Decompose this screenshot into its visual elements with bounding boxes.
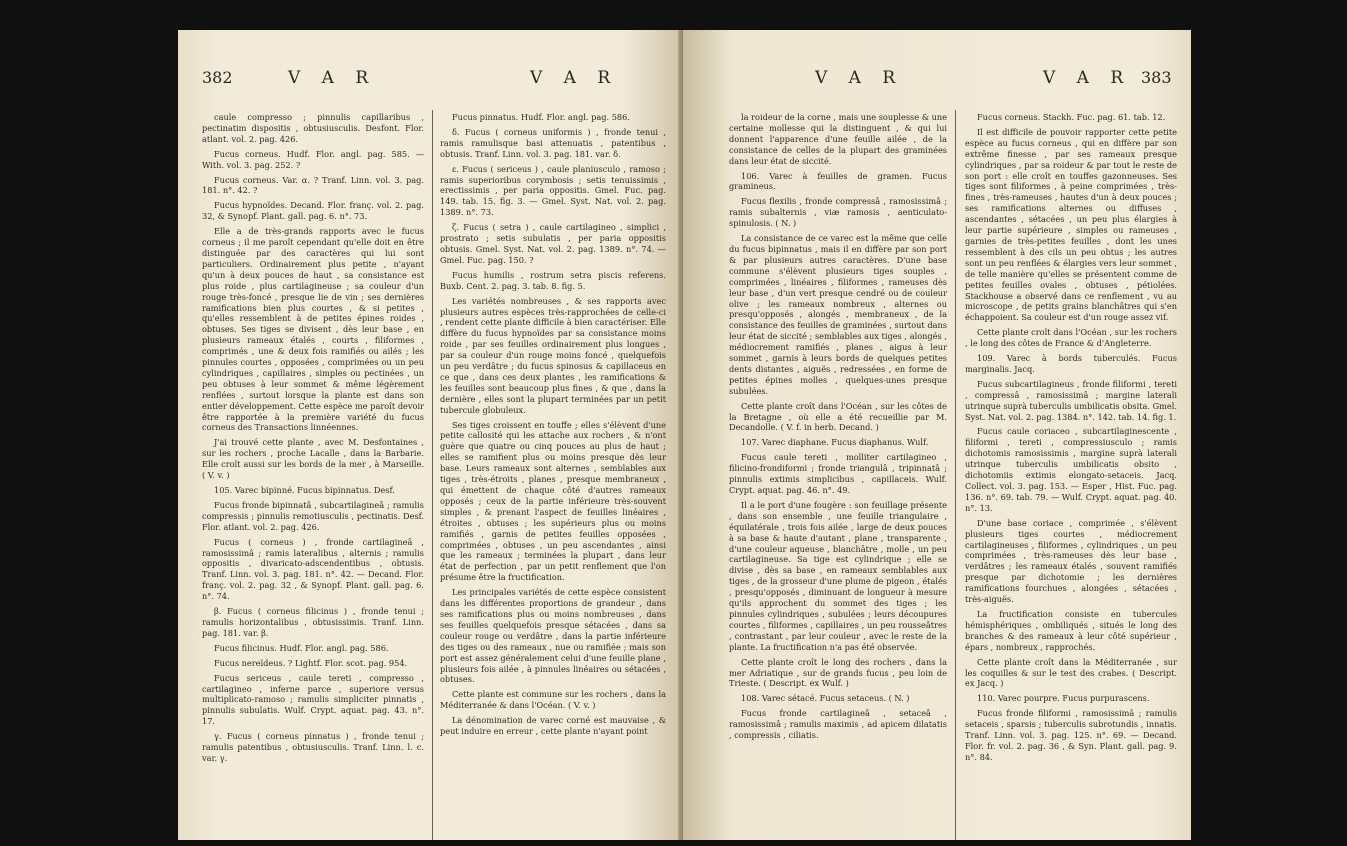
paragraph: Cette plante est commune sur les rochers , dans la Méditerranée & dans l'Océan. ( V. v. ) [440, 689, 666, 711]
paragraph: Fucus corneus. Hudf. Flor. angl. pag. 585. — With. vol. 3. pag. 252. ? [202, 148, 424, 170]
paragraph: La consistance de ce varec est la même que celle du fucus bipinnatus , mais il en diffère par son port & par plusieurs autres caractères. D'une base commune s'élèvent plusieurs tiges souples , comprimées , linéaires , filiformes , rameuses dès leur base , d'un vert presque cendré ou de couleur olive ; les rameaux nombreux , alternes ou presqu'opposés , alongés , membraneux , de la consistance des feuilles de graminées , surtout dans leur état de siccité ; semblables aux tiges , alongés , médiocrement ramifiés , planes , aigus à leur sommet , garnis à leurs bords de quelques petites dents distantes , aiguës , redressées , en forme de petites épines molles , quelques-unes presque subulées. [729, 233, 947, 396]
paragraph: Elle a de très-grands rapports avec le fucus corneus ; il me paroît cependant qu'elle doit en être distinguée par des caractères qui lui sont particuliers. Ordinairement plus petite , n'ayant qu'un à deux pouces de haut , sa consistance est plus roide , plus cartilagineuse ; sa couleur d'un rouge très-foncé , presque lie de vin ; ses dernières ramifications bien plus courtes , & si petites , qu'elles ressemblent à de petites épines roides , obtuses. Ses tiges se divisent , dès leur base , en plusieurs rameaux étalés , courts , filiformes , comprimés , une & deux fois ramifiés ou ailés ; les pinnules courtes , opposées , comprimées ou un peu cylindriques , capillaires , simples ou pectinées , un peu obtuses à leur sommet & même légèrement renflées , surtout lorsque la plante est dans son entier développement. Cette espèce me paroît devoir être rapportée à la première variété du fucus corneus des Transactions linnéennes. [202, 226, 424, 433]
paragraph: 106. Varec à feuilles de gramen. Fucus gramineus. [729, 170, 947, 192]
paragraph: Fucus ( corneus ) , fronde cartilagineâ , ramosissimâ ; ramis lateralibus , alternis ; ramulis oppositis , divaricato-adscendentibus , obtusis. Tranf. Linn. vol. 3. pag. 181. n°. 42. — Decand. Flor. franç. vol. 2. pag. 32 , & Synopf. Plant. gall. pag. 6. n°. 74. [202, 536, 424, 602]
right-page [683, 30, 1191, 840]
paragraph: Fucus pinnatus. Hudf. Flor. angl. pag. 586. [452, 112, 630, 122]
paragraph: δ. Fucus ( corneus uniformis ) , fronde tenui , ramis ramulisque basi attenuatis , patentibus , obtusis. Tranf. Linn. vol. 3. pag. 181. var. δ. [440, 126, 666, 159]
paragraph: 107. Varec diaphane. Fucus diaphanus. Wulf. [741, 437, 929, 448]
paragraph: Fucus humilis , rostrum setra piscis referens. Buxb. Cent. 2. pag. 3. tab. 8. fig. 5. [440, 269, 666, 291]
paragraph: Fucus subcartilagineus , fronde filiformi , tereti , compressâ , ramosissimâ ; margine laterali utrinque suprà tuberculis umbilicatis obsita. Gmel. Syst. Nat. vol. 2. pag. 1384. n°. 142. tab. 14. fig. 1. [965, 378, 1177, 422]
paragraph: Fucus filicinus. Hudf. Flor. angl. pag. 586. [214, 642, 389, 653]
paragraph: Fucus fronde bipinnatâ , subcartilagineâ ; ramulis compressis ; pinnulis remotiusculis , pectinatis. Desf. Flor. atlant. vol. 2. pag. 426. [202, 499, 424, 532]
paragraph: 109. Varec à bords tuberculés. Fucus marginalis. Jacq. [965, 353, 1177, 374]
paragraph: Cette plante croît dans la Méditerranée , sur les coquilles & sur le test des crabes. ( Descript. ex Jacq. ) [965, 656, 1177, 689]
paragraph: γ. Fucus ( corneus pinnatus ) , fronde tenui ; ramulis patentibus , obtusiusculis. Tranf. Linn. l. c. var. γ. [202, 731, 424, 763]
paragraph: Il est difficile de pouvoir rapporter cette petite espèce au fucus corneus , qui en diffère par son extrême finesse , par ses rameaux presque cylindriques , par sa roideur & par tout le reste de son port : elle croît en touffes gazonneuses. Ses tiges sont filiformes , à peine comprimées , très-fines , très-rameuses , hautes d'un à deux pouces ; ses ramifications alternes ou diffuses , ascendantes , sétacées , un peu plus élargies à leur partie supérieure , simples ou rameuses , garnies de très-petites feuilles , dont les unes ressemblent à des cils un peu obtus ; les autres sont un peu renflées & élargies vers leur sommet , de telle manière qu'elles se présentent comme de petites feuilles ovales , obtuses , pétiolées. Stackhouse a observé dans ce renflement , vu au microscope , de petits grains blanchâtres qui s'en échappoient. Sa couleur est d'un rouge assez vif. [965, 126, 1177, 323]
paragraph: Fucus corneus. Var. α. ? Tranf. Linn. vol. 3. pag. 181. n°. 42. ? [202, 174, 424, 196]
paragraph: β. Fucus ( corneus filicinus ) , fronde tenui ; ramulis horizontalibus , obtusissimis. Tranf. Linn. pag. 181. var. β. [202, 606, 424, 638]
paragraph: Fucus hypnoïdes. Decand. Flor. franç. vol. 2. pag. 32, & Synopf. Plant. gall. pag. 6. n°. 73. [202, 200, 424, 222]
paragraph: Cette plante croît le long des rochers , dans la mer Adriatique , sur de grands fucus , peu loin de Trieste. ( Descript. ex Wulf. ) [729, 656, 947, 689]
running-header-right-col1: V A R [815, 68, 904, 88]
paragraph: Fucus corneus. Stackh. Fuc. pag. 61. tab. 12. [977, 112, 1166, 122]
left-page-column-1 [202, 112, 424, 768]
left-page-column-2 [440, 112, 666, 741]
paragraph: Fucus caule tereti , molliter cartilagineo , filicino-frondiformi ; fronde triangulâ , tripinnatâ ; pinnulis extimis simplicibus , capillaceis. Wulf. Crypt. aquat. pag. 46. n°. 49. [729, 452, 947, 495]
paragraph: 110. Varec pourpre. Fucus purpurascens. [977, 693, 1150, 704]
running-header-right-col2: V A R [1043, 68, 1132, 88]
paragraph: Fucus flexilis , fronde compressâ , ramosissimâ ; ramis subalternis , viæ ramosis , aenticulato-spinulosis. ( N. ) [729, 196, 947, 229]
paragraph: Les principales variétés de cette espèce consistent dans les différentes proportions de grandeur , dans ses ramifications plus ou moins nombreuses , dans ses feuilles quelquefois presque sétacées , dans sa couleur rouge ou verdâtre , dans la partie inférieure des tiges ou des rameaux , nue ou ramifiée ; mais son port est assez généralement celui d'une feuille plane , plusieurs fois ailée , à pinnules linéaires ou sétacées , obtuses. [440, 587, 666, 685]
paragraph: ζ. Fucus ( setra ) , caule cartilagineo , simplici , prostrato ; setis subulatis , per paria oppositis obtusis. Gmel. Syst. Nat. vol. 2. pag. 1389. n°. 74. — Gmel. Fuc. pag. 150. ? [440, 222, 666, 265]
paragraph: J'ai trouvé cette plante , avec M. Desfontaines , sur les rochers , proche Lacalle , dans la Barbarie. Elle croît aussi sur les bords de la mer , à Marseille. ( V. v. ) [202, 437, 424, 481]
paragraph: Fucus fronde filiformi , ramosissimâ ; ramulis setaceis , sparsis ; tuberculis subrotundis , innatis. Tranf. Linn. vol. 3. pag. 125. n°. 69. — Decand. Flor. fr. vol. 2. pag. 36 , & Syn. Plant. gall. pag. 9. n°. 84. [965, 708, 1177, 762]
paragraph: Fucus nereïdeus. ? Lightf. Flor. scot. pag. 954. [214, 657, 408, 668]
paragraph: Il a le port d'une fougère : son feuillage présente , dans son ensemble , une feuille triangulaire , équilatérale , trois fois ailée , large de deux pouces à sa base & haute d'autant , plane , transparente , d'une couleur aqueuse , blanchâtre , molle , un peu cartilagineuse. Sa tige est cylindrique ; elle se divise , dès sa base , en rameaux semblables aux tiges , de la grosseur d'une plume de pigeon , étalés , presqu'opposés , diminuant de longueur à mesure qu'ils approchent du sommet des tiges ; les pinnules cylindriques , subulées ; leurs découpures courtes , filiformes , capillaires , un peu rousseâtres , contrastant , par leur couleur , avec le reste de la plante. La fructification n'a pas été observée. [729, 499, 947, 652]
column-divider-left [432, 110, 433, 840]
page-number-left: 382 [202, 68, 233, 87]
paragraph: 105. Varec bipinné. Fucus bipinnatus. Desf. [214, 485, 395, 495]
left-page [178, 30, 683, 840]
running-header-left-col1: V A R [288, 68, 377, 88]
paragraph: Ses tiges croissent en touffe ; elles s'élèvent d'une petite callosité qui les attache aux rochers , & n'ont guère que quatre ou cinq pouces au plus de haut ; elles se ramifient plus ou moins presque dès leur base. Leurs rameaux sont alternes , semblables aux tiges , très-étroits , planes , presque membraneux , qui émettent de chaque côté d'autres rameaux opposés ; ceux de la partie inférieure très-souvent simples , & prenant l'aspect de feuilles linéaires , étroites , obtuses ; les supérieurs plus ou moins ramifiés , garnis de petites feuilles opposées , comprimées , obtuses , un peu ascendantes , ainsi que les rameaux ; terminées la plupart , dans leur état de perfection , par un petit renflement que l'on présume être la fructification. [440, 419, 666, 583]
paragraph: Cette plante croît dans l'Océan , sur les côtes de la Bretagne , où elle a été recueillie par M. Decandolle. ( V. f. in herb. Decand. ) [729, 400, 947, 433]
paragraph: caule compresso ; pinnulis capillaribus , pectinatim dispositis , obtusiusculis. Desfont. Flor. atlant. vol. 2. pag. 426. [202, 112, 424, 144]
paragraph: Fucus fronde cartilagineâ , setaceâ , ramosissimâ ; ramulis maximis , ad apicem dilatatis , compressis , ciliatis. [729, 708, 947, 741]
paragraph: la roideur de la corne , mais une souplesse & une certaine mollesse qui la distinguent , & qui lui donnent l'apparence d'une feuille ailée , de la consistance de celles de la plupart des graminées dans leur état de siccité. [729, 112, 947, 166]
paragraph: D'une base coriace , comprimée , s'élèvent plusieurs tiges courtes , médiocrement cartilagineuses , filiformes , cylindriques , un peu comprimées , très-rameuses dès leur base , verdâtres ; les rameaux étalés , souvent ramifiés presque par dichotomie ; les dernières ramifications fourchues , alongées , sétacées , très-aiguës. [965, 517, 1177, 605]
right-page-column-1 [729, 112, 947, 745]
paragraph: Les variétés nombreuses , & ses rapports avec plusieurs autres espèces très-rapprochées de celle-ci , rendent cette plante difficile à bien caractériser. Elle diffère du fucus hypnoïdes par sa consistance moins roide , par ses feuilles ordinairement plus longues , par sa couleur d'un rouge moins foncé , quelquefois un peu verdâtre ; du fucus spinosus & capillaceus en ce que , dans ces deux plantes , les ramifications & les feuilles sont beaucoup plus fines , & que , dans la dernière , elles sont la plupart terminées par un petit tubercule globuleux. [440, 295, 666, 415]
running-header-left-col2: V A R [530, 68, 619, 88]
page-number-right: 383 [1141, 68, 1172, 87]
paragraph: La fructification consiste en tubercules hémisphériques , ombiliqués , situés le long des branches & des rameaux à leur côté supérieur , épars , nombreux , rapprochés. [965, 608, 1177, 652]
right-page-column-2 [965, 112, 1177, 767]
paragraph: Fucus sericeus , caule tereti , compresso , cartilagineo , inferne parce , superiore versus multiplicato-ramoso ; ramulis simpliciter pinnatis , pinnulis subulatis. Wulf. Crypt. aquat. pag. 43. n°. 17. [202, 672, 424, 727]
paragraph: Cette plante croît dans l'Océan , sur les rochers , le long des côtes de France & d'Angleterre. [965, 327, 1177, 349]
paragraph: Fucus caule coriaceo , subcartilaginescente , filiformi , tereti , compressiusculo ; ramis dichotomis ramosissimis , margine suprà laterali utrinque tuberculis umbilicatis obsito , dichotomiis extimis elongato-setaceis. Jacq. Collect. vol. 3. pag. 153. — Esper , Hist. Fuc. pag. 136. n°. 69. tab. 79. — Wulf. Crypt. aquat. pag. 40. n°. 13. [965, 426, 1177, 513]
paragraph: La dénomination de varec corné est mauvaise , & peut induire en erreur , cette plante n'ayant point [440, 715, 666, 737]
paragraph: ε. Fucus ( sericeus ) , caule planiusculo , ramoso ; ramis superioribus corymbosis ; setis tenuissimis , erectissimis , per paria oppositis. Gmel. Fuc. pag. 149. tab. 15. fig. 3. — Gmel. Syst. Nat. vol. 2. pag. 1389. n°. 73. [440, 163, 666, 218]
paragraph: 108. Varec sétacé. Fucus setaceus. ( N. ) [741, 693, 910, 704]
column-divider-right [955, 110, 956, 840]
